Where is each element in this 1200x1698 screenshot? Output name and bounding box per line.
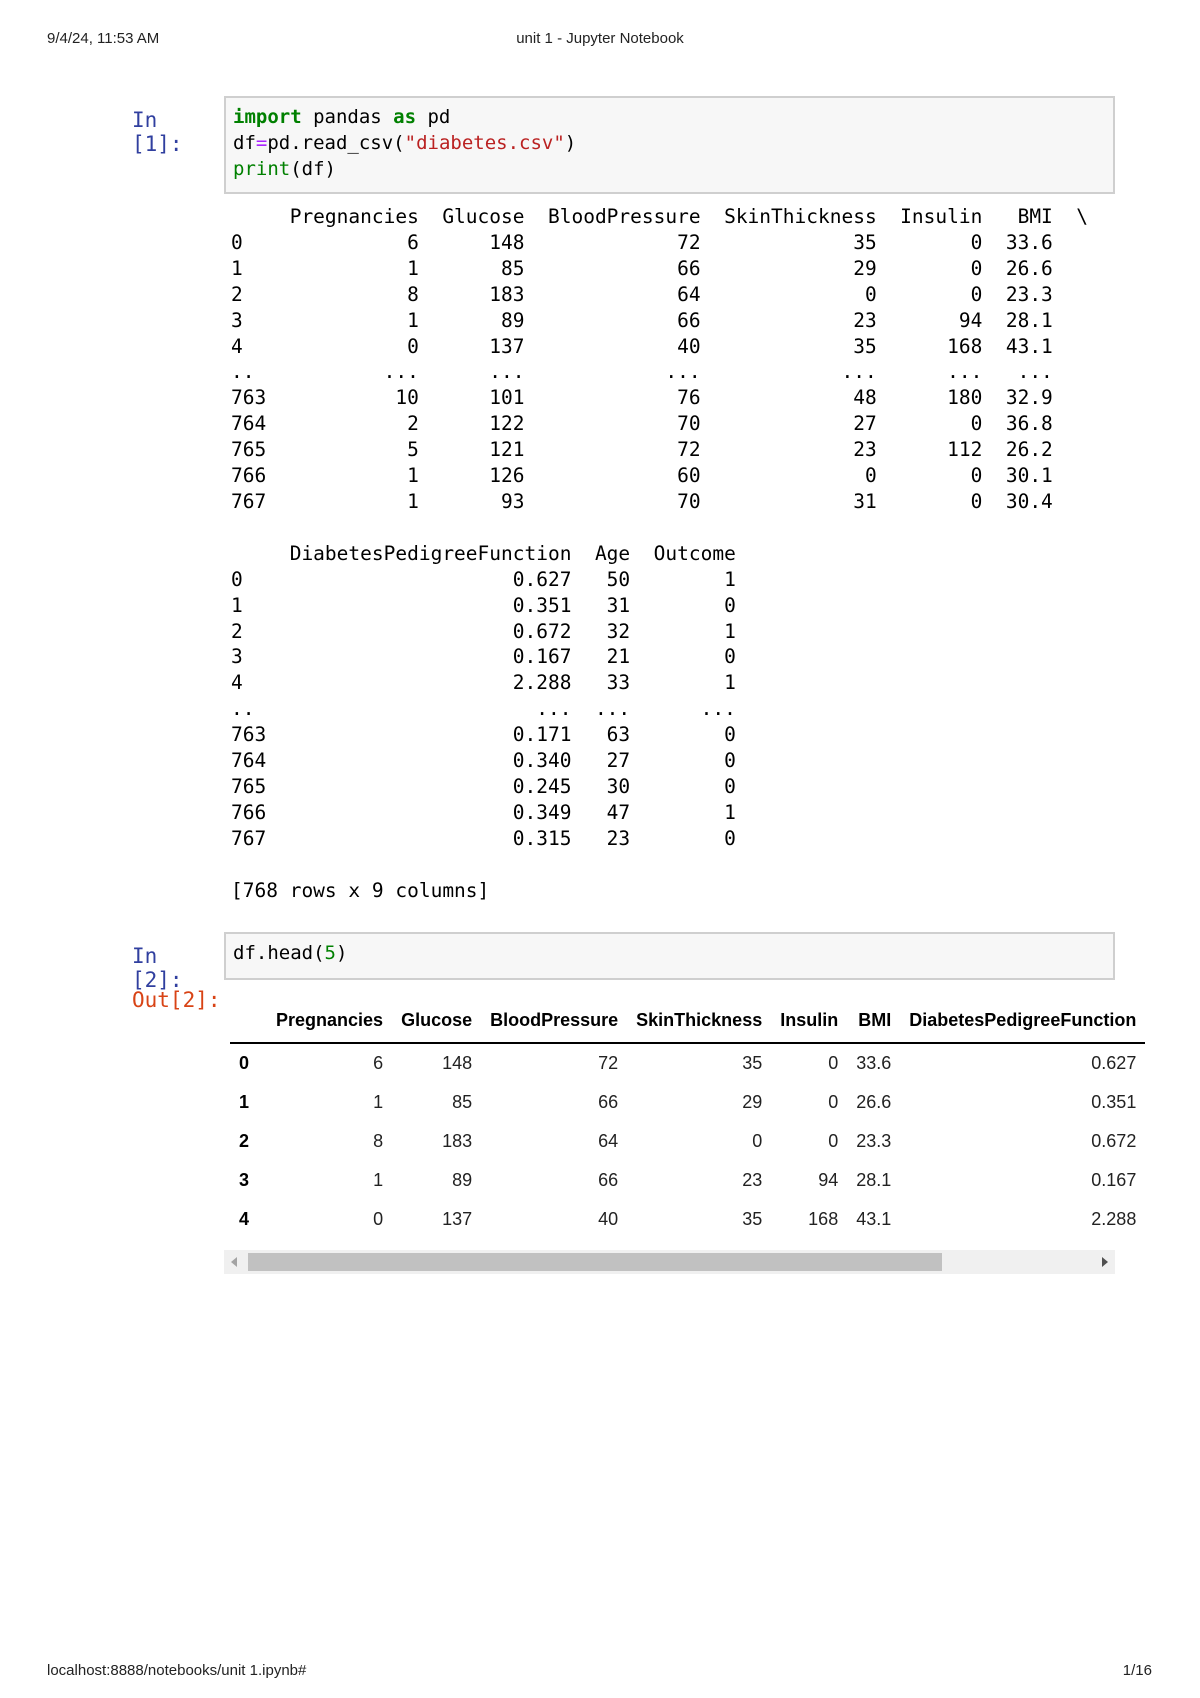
code-token: ) — [335, 942, 348, 964]
table-cell: 2.288 — [1091, 1209, 1137, 1229]
horizontal-scrollbar[interactable] — [224, 1250, 1115, 1274]
code-token: ) — [564, 132, 577, 154]
table-cell: 0 — [828, 1131, 839, 1151]
dataframe-table — [230, 998, 1145, 1239]
row-index: 3 — [239, 1170, 250, 1190]
table-cell: 0 — [828, 1092, 839, 1112]
table-cell: 6 — [373, 1053, 384, 1073]
code-token: = — [255, 132, 268, 154]
table-cell: 66 — [598, 1092, 619, 1112]
cell2-in-prompt: In [2]: — [132, 944, 183, 992]
table-cell: 1 — [373, 1092, 384, 1112]
table-row — [230, 1083, 1145, 1122]
cell1-stdout-output: Pregnancies Glucose BloodPressure SkinThickness Insulin BMI \ 0 6 148 72 35 0 33.6 1 1 85 66 29 0 26.6 2 8 183 64 0 0 23.3 3 1 89 66 23 94 28.1 4 0 137 40 35 168 43.1 .. ... ... ... ... ... ... 763 10 101 76 48 180 32.9 764 2 122 70 27 0 36.8 765 5 121 72 23 112 26.2 766 1 126 60 0 0 30.1 767 1 93 70 31 0 30.4 DiabetesPedigreeFunction Age Outcome 0 0.627 50 1 1 0.351 31 0 2 0.672 32 1 3 0.167 21 0 4 2.288 33 1 .. ... ... ... 763 0.171 63 0 764 0.340 27 0 765 0.245 30 0 766 0.349 47 1 767 0.315 23 0 [768 rows x 9 columns] — [231, 205, 1089, 902]
code-token: pd.read_csv( — [267, 132, 405, 154]
table-cell: 23.3 — [856, 1131, 892, 1151]
index-header — [230, 998, 267, 1043]
row-index: 4 — [239, 1209, 250, 1229]
code-token: df — [233, 132, 256, 154]
cell1-code-editor[interactable] — [224, 96, 1115, 194]
table-cell: 28.1 — [856, 1170, 892, 1190]
code-token: pandas — [301, 106, 394, 128]
column-header: BloodPressure — [481, 998, 627, 1043]
table-cell: 0 — [828, 1053, 839, 1073]
table-cell: 0.167 — [1091, 1170, 1137, 1190]
page-number: 1/16 — [1122, 1662, 1152, 1679]
code-token: df.head( — [233, 942, 325, 964]
table-cell: 64 — [598, 1131, 619, 1151]
code-token: as — [393, 106, 417, 128]
column-header: Pregnancies — [267, 998, 392, 1043]
cell1-in-prompt: In [1]: — [132, 108, 183, 156]
table-cell: 0.351 — [1091, 1092, 1137, 1112]
table-row — [230, 1200, 1145, 1239]
table-cell: 1 — [373, 1170, 384, 1190]
cell2-code-editor[interactable] — [224, 932, 1115, 980]
table-cell: 23 — [742, 1170, 763, 1190]
scroll-left-arrow-icon[interactable] — [231, 1257, 237, 1267]
table-cell: 168 — [808, 1209, 839, 1229]
table-cell: 0.672 — [1091, 1131, 1137, 1151]
print-title: unit 1 - Jupyter Notebook — [516, 30, 684, 47]
code-token: import — [233, 106, 302, 128]
table-cell: 85 — [452, 1092, 473, 1112]
code-token: 5 — [324, 942, 336, 964]
table-cell: 35 — [742, 1209, 763, 1229]
table-cell: 94 — [818, 1170, 839, 1190]
row-index: 1 — [239, 1092, 250, 1112]
table-cell: 183 — [442, 1131, 473, 1151]
code-token: (df) — [290, 158, 336, 180]
scroll-right-arrow-icon[interactable] — [1102, 1257, 1108, 1267]
cell2-out-prompt: Out[2]: — [132, 988, 221, 1012]
column-header: DiabetesPedigreeFunction — [900, 998, 1145, 1043]
table-row — [230, 1122, 1145, 1161]
table-cell: 43.1 — [856, 1209, 892, 1229]
table-row — [230, 1161, 1145, 1200]
code-token: pd — [416, 106, 451, 128]
row-index: 0 — [239, 1053, 250, 1073]
table-cell: 40 — [598, 1209, 619, 1229]
column-header: BMI — [847, 998, 900, 1043]
row-index: 2 — [239, 1131, 250, 1151]
table-cell: 137 — [442, 1209, 473, 1229]
table-cell: 33.6 — [856, 1053, 892, 1073]
dataframe-output — [224, 998, 1137, 1254]
code-token: "diabetes.csv" — [404, 132, 565, 154]
scrollbar-thumb[interactable] — [248, 1253, 942, 1271]
table-cell: 29 — [742, 1092, 763, 1112]
code-token: print — [233, 158, 291, 180]
column-header: Insulin — [771, 998, 847, 1043]
table-cell: 72 — [598, 1053, 619, 1073]
table-cell: 0 — [373, 1209, 384, 1229]
table-header-row — [230, 998, 1145, 1043]
table-cell: 66 — [598, 1170, 619, 1190]
table-cell: 8 — [373, 1131, 384, 1151]
table-cell: 0.627 — [1091, 1053, 1137, 1073]
table-cell: 26.6 — [856, 1092, 892, 1112]
print-date: 9/4/24, 11:53 AM — [47, 30, 160, 47]
table-row — [230, 1043, 1145, 1083]
table-cell: 35 — [742, 1053, 763, 1073]
table-cell: 0 — [752, 1131, 763, 1151]
column-header: SkinThickness — [627, 998, 771, 1043]
table-cell: 148 — [442, 1053, 473, 1073]
table-cell: 89 — [452, 1170, 473, 1190]
print-url: localhost:8888/notebooks/unit 1.ipynb# — [47, 1662, 307, 1679]
column-header: Glucose — [392, 998, 481, 1043]
